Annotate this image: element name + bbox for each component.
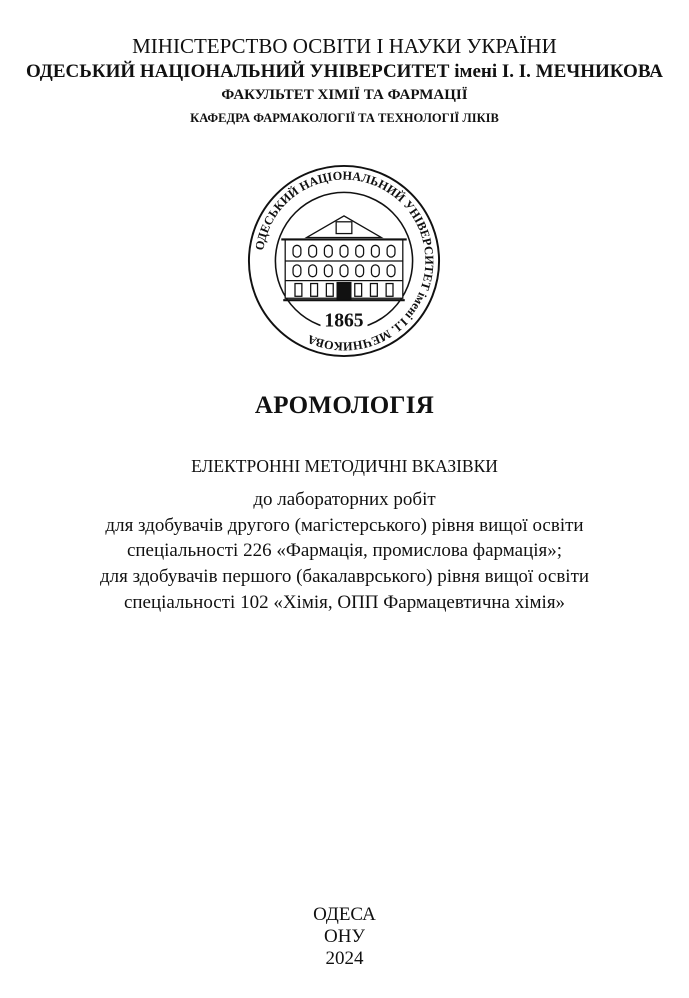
emblem-year: 1865 bbox=[324, 310, 364, 332]
department-heading: КАФЕДРА ФАРМАКОЛОГІЇ ТА ТЕХНОЛОГІЇ ЛІКІВ bbox=[190, 111, 499, 125]
description-line: спеціальності 102 «Хімія, ОПП Фармацевтична хімія» bbox=[123, 592, 566, 613]
publication-year: 2024 bbox=[325, 948, 364, 969]
description-line: спеціальності 226 «Фармація, промислова фармація»; bbox=[126, 540, 563, 561]
university-emblem-logo bbox=[246, 163, 442, 359]
document-title: АРОМОЛОГІЯ bbox=[254, 392, 435, 419]
publisher: ОНУ bbox=[324, 926, 365, 947]
ministry-heading: МІНІСТЕРСТВО ОСВІТИ І НАУКИ УКРАЇНИ bbox=[132, 34, 557, 58]
emblem-ring-text: ОДЕСЬКИЙ НАЦІОНАЛЬНИЙ УНІВЕРСИТЕТ імені І.І. МЕЧНИКОВА bbox=[252, 168, 437, 354]
university-heading: ОДЕСЬКИЙ НАЦІОНАЛЬНИЙ УНІВЕРСИТЕТ імені І. І. МЕЧНИКОВА bbox=[25, 61, 664, 82]
description-line: для здобувачів першого (бакалаврського) рівня вищої освіти bbox=[99, 566, 590, 587]
description-line: для здобувачів другого (магістерського) рівня вищої освіти bbox=[105, 515, 584, 536]
university-building-icon bbox=[281, 216, 406, 300]
faculty-heading: ФАКУЛЬТЕТ ХІМІЇ ТА ФАРМАЦІЇ bbox=[221, 87, 468, 103]
description-line: до лабораторних робіт bbox=[253, 489, 436, 510]
document-subtitle: ЕЛЕКТРОННІ МЕТОДИЧНІ ВКАЗІВКИ bbox=[191, 456, 498, 476]
publication-city: ОДЕСА bbox=[313, 904, 376, 925]
